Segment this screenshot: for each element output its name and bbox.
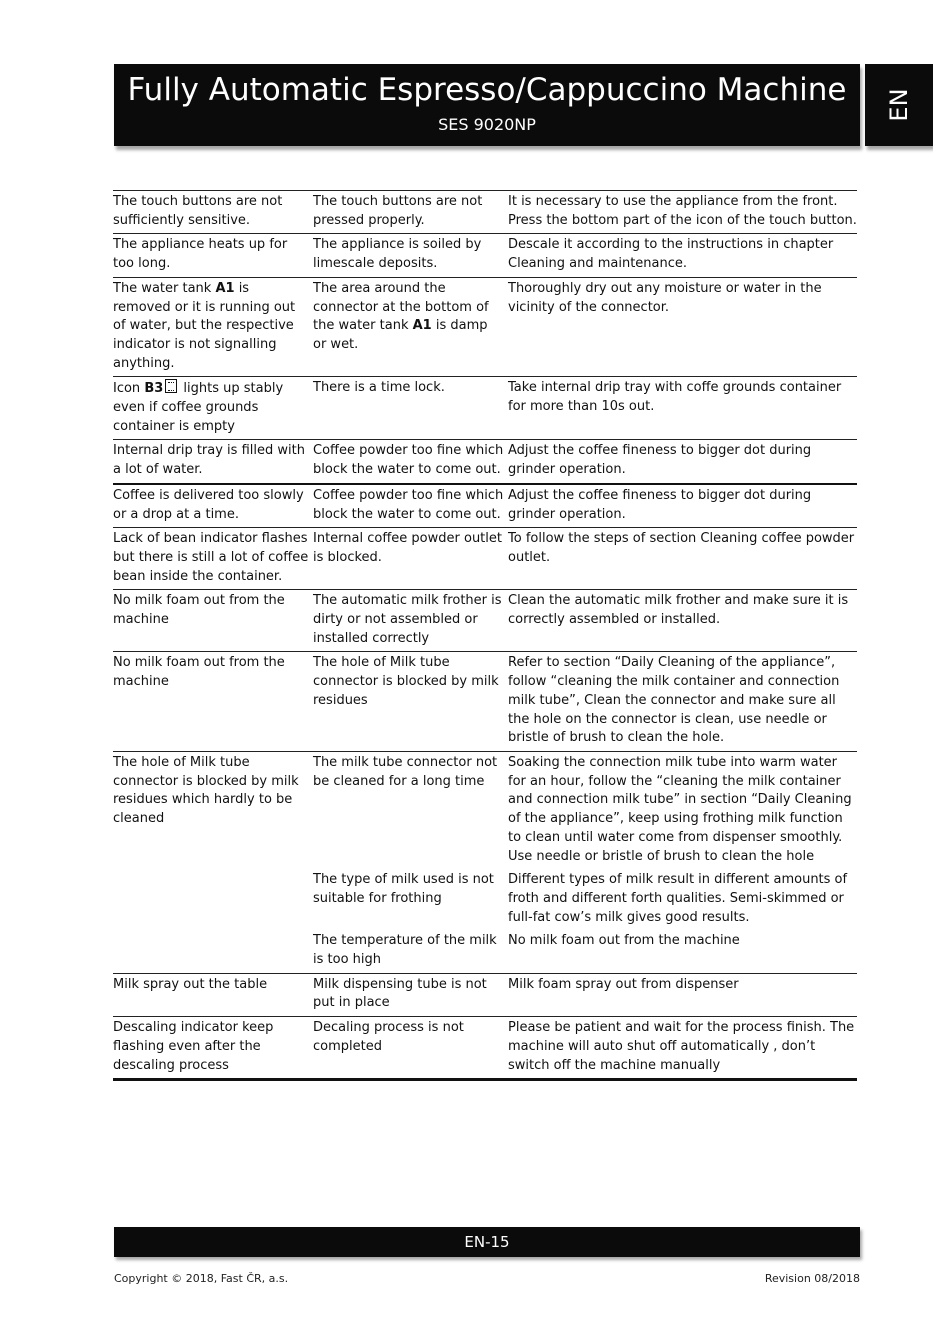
table-row <box>113 652 857 752</box>
grounds-container-icon <box>165 379 177 393</box>
cause-cell <box>313 277 508 377</box>
table-row <box>113 751 857 869</box>
problem-cell: Lack of bean indicator flashes but there is still a lot of coffee bean inside the container. <box>113 528 313 590</box>
cause-cell: Decaling process is not completed <box>313 1017 508 1080</box>
table-row <box>113 590 857 652</box>
problem-cell <box>113 930 313 973</box>
solution-cell: Please be patient and wait for the process finish. The machine will auto shut off automatically , don’t switch off the machine manually <box>508 1017 857 1080</box>
document-header <box>114 64 860 146</box>
solution-cell: Different types of milk result in different amounts of froth and different forth qualities. Semi-skimmed or full-fat cow’s milk gives good results. <box>508 872 848 925</box>
solution-cell: It is necessary to use the appliance from the front. Press the bottom part of the icon of the touch button. <box>508 191 857 234</box>
cause-cell: Coffee powder too fine which block the water to come out. <box>313 440 508 484</box>
cause-text: The area around the connector at the bottom of the water tank <box>313 280 489 334</box>
cause-cell: There is a time lock. <box>313 377 508 440</box>
solution-cell: Refer to section “Daily Cleaning of the appliance”, follow “cleaning the milk container and connection milk tube”, Clean the connector and make sure all the hole on the connector is clean, use needle or bristle of brush to clean the hole. <box>508 652 857 752</box>
cause-cell: The type of milk used is not suitable for frothing <box>313 872 494 906</box>
cause-cell: The appliance is soiled by limescale deposits. <box>313 234 508 277</box>
table-row <box>113 377 857 440</box>
table-row <box>113 484 857 528</box>
part-label: B3 <box>144 381 164 397</box>
troubleshooting-table <box>113 190 857 1081</box>
language-tab <box>865 64 933 146</box>
problem-cell: The appliance heats up for too long. <box>113 234 313 277</box>
problem-cell: Milk spray out the table <box>113 973 313 1016</box>
problem-cell <box>113 869 313 930</box>
cause-cell: The temperature of the milk is too high <box>313 933 497 968</box>
problem-cell: No milk foam out from the machine <box>113 590 313 652</box>
cause-cell: Internal coffee powder outlet is blocked. <box>313 528 508 590</box>
problem-cell: The hole of Milk tube connector is blocked by milk residues which hardly to be cleaned <box>113 751 313 869</box>
cause-cell: The automatic milk frother is dirty or not assembled or installed correctly <box>313 590 508 652</box>
copyright-notice: Copyright © 2018, Fast ČR, a.s. <box>114 1272 289 1285</box>
table-row <box>113 1017 857 1080</box>
table-row <box>113 191 857 234</box>
language-label: EN <box>885 88 913 122</box>
problem-cell: No milk foam out from the machine <box>113 652 313 752</box>
table-row <box>113 277 857 377</box>
solution-cell: No milk foam out from the machine <box>508 933 740 949</box>
page-number: EN-15 <box>464 1233 510 1251</box>
problem-text: Icon <box>113 381 145 397</box>
problem-cell: Internal drip tray is filled with a lot of water. <box>113 440 313 484</box>
cause-cell: Milk dispensing tube is not put in place <box>313 973 508 1016</box>
problem-cell <box>113 277 313 377</box>
table-row <box>113 930 857 973</box>
cause-cell: The touch buttons are not pressed properly. <box>313 191 508 234</box>
cause-cell: Coffee powder too fine which block the water to come out. <box>313 484 508 528</box>
table-row <box>113 234 857 277</box>
cause-text: is damp or wet. <box>313 318 488 352</box>
page-number-bar <box>114 1227 860 1257</box>
cause-cell: The hole of Milk tube connector is blocked by milk residues <box>313 652 508 752</box>
problem-text: is removed or it is running out of water, but the respective indicator is not signalling anything. <box>113 280 296 371</box>
document-title: Fully Automatic Espresso/Cappuccino Machine <box>127 72 847 108</box>
solution-cell: Descale it according to the instructions in chapter Cleaning and maintenance. <box>508 234 857 277</box>
part-label: A1 <box>412 318 432 334</box>
solution-cell: Adjust the coffee fineness to bigger dot during grinder operation. <box>508 484 857 528</box>
solution-cell: Soaking the connection milk tube into warm water for an hour, follow the “cleaning the milk container and connection milk tube” in section “Daily Cleaning of the appliance”, keep using frothing milk function to clean until water come from dispenser smoothly. Use needle or bristle of brush to clean the hole <box>508 751 857 869</box>
solution-cell: Thoroughly dry out any moisture or water in the vicinity of the connector. <box>508 277 857 377</box>
solution-cell: Take internal drip tray with coffe grounds container for more than 10s out. <box>508 377 857 440</box>
table-row <box>113 440 857 484</box>
model-number: SES 9020NP <box>438 115 536 134</box>
problem-cell <box>113 377 313 440</box>
problem-cell: The touch buttons are not sufficiently sensitive. <box>113 191 313 234</box>
solution-cell: Adjust the coffee fineness to bigger dot during grinder operation. <box>508 440 857 484</box>
cause-cell: The milk tube connector not be cleaned for a long time <box>313 751 508 869</box>
table-row <box>113 528 857 590</box>
solution-cell: To follow the steps of section Cleaning coffee powder outlet. <box>508 528 857 590</box>
table-row <box>113 973 857 1016</box>
revision-label: Revision 08/2018 <box>764 1272 860 1285</box>
problem-cell: Descaling indicator keep flashing even after the descaling process <box>113 1017 313 1080</box>
problem-text: lights up stably even if coffee grounds container is empty <box>113 381 284 434</box>
solution-cell: Clean the automatic milk frother and make sure it is correctly assembled or installed. <box>508 590 857 652</box>
table-row <box>113 869 857 930</box>
part-label: A1 <box>215 280 235 296</box>
problem-text: The water tank <box>113 280 216 296</box>
problem-cell: Coffee is delivered too slowly or a drop at a time. <box>113 484 313 528</box>
solution-cell: Milk foam spray out from dispenser <box>508 973 857 1016</box>
